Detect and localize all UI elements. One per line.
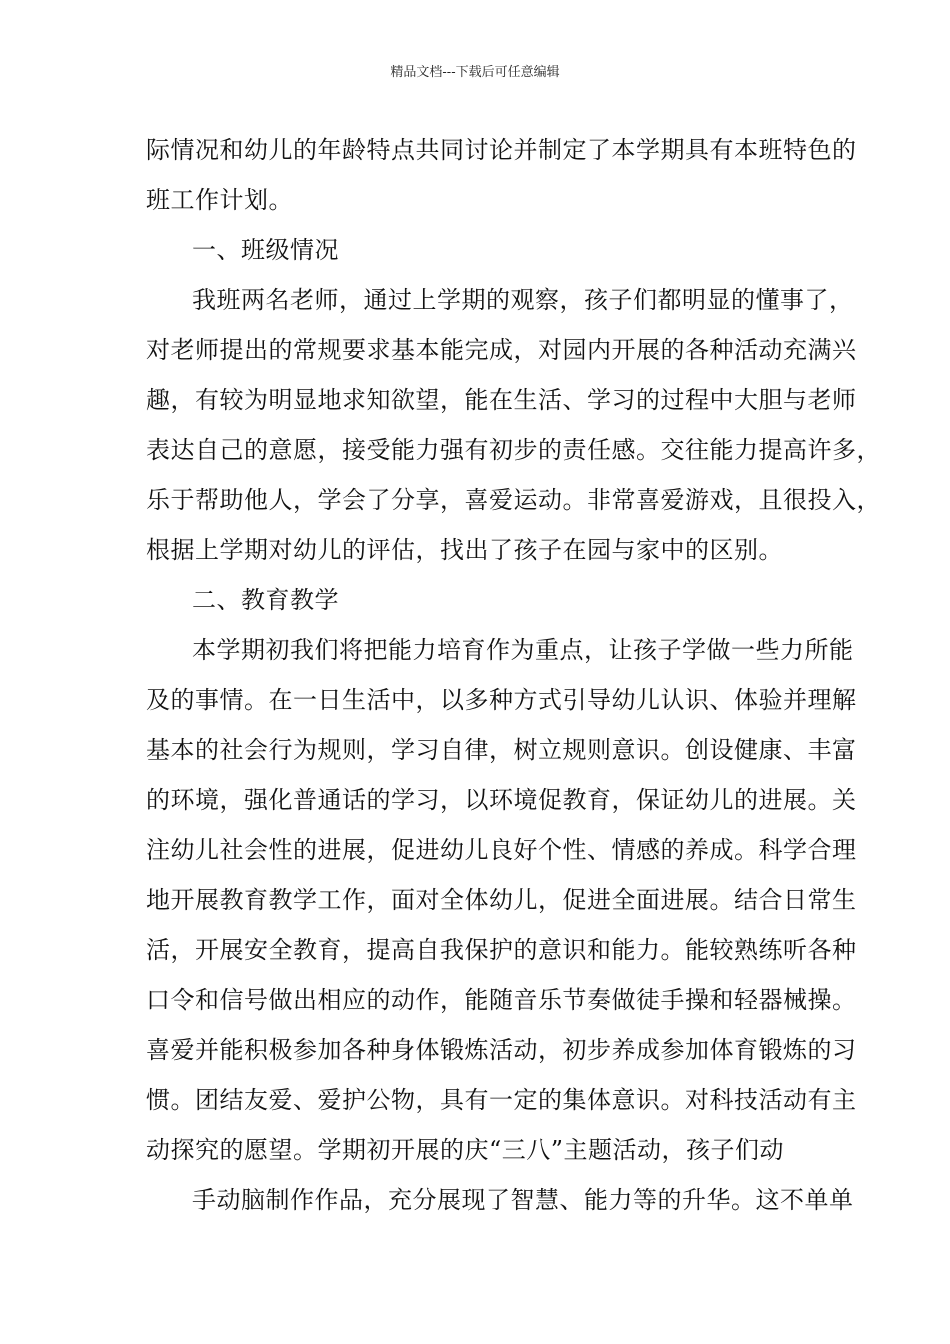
text-line: 地开展教育教学工作，面对全体幼儿，促进全面进展。结合日常生: [146, 886, 857, 914]
text-line: 惯。团结友爱、爱护公物，具有一定的集体意识。对科技活动有主: [146, 1086, 857, 1114]
text-line: 喜爱并能积极参加各种身体锻炼活动，初步养成参加体育锻炼的习: [146, 1036, 857, 1064]
text-line: 注幼儿社会性的进展，促进幼儿良好个性、情感的养成。科学合理: [146, 836, 857, 864]
text-line: 口令和信号做出相应的动作，能随音乐节奏做徒手操和轻器械操。: [146, 986, 857, 1014]
text-line: 动探究的愿望。学期初开展的庆“三八”主题活动，孩子们动: [146, 1136, 785, 1164]
page-header: 精品文档---下载后可任意编辑: [390, 65, 560, 80]
text-line: 本学期初我们将把能力培育作为重点，让孩子学做一些力所能: [192, 636, 854, 664]
text-line: 趣，有较为明显地求知欲望，能在生活、学习的过程中大胆与老师: [146, 386, 857, 414]
section-heading: 二、教育教学: [192, 586, 339, 614]
text-line: 及的事情。在一日生活中，以多种方式引导幼儿认识、体验并理解: [146, 686, 857, 714]
text-line: 班工作计划。: [146, 186, 293, 214]
section-heading: 一、班级情况: [192, 236, 339, 264]
text-line: 乐于帮助他人，学会了分享，喜爱运动。非常喜爱游戏，且很投入，: [146, 486, 881, 514]
text-line: 我班两名老师，通过上学期的观察，孩子们都明显的懂事了，: [192, 286, 854, 314]
text-line: 手动脑制作作品，充分展现了智慧、能力等的升华。这不单单: [192, 1186, 854, 1214]
text-line: 际情况和幼儿的年龄特点共同讨论并制定了本学期具有本班特色的: [146, 136, 857, 164]
text-line: 表达自己的意愿，接受能力强有初步的责任感。交往能力提高许多，: [146, 436, 881, 464]
text-line: 活，开展安全教育，提高自我保护的意识和能力。能较熟练听各种: [146, 936, 857, 964]
text-line: 的环境，强化普通话的学习，以环境促教育，保证幼儿的进展。关: [146, 786, 857, 814]
text-line: 对老师提出的常规要求基本能完成，对园内开展的各种活动充满兴: [146, 336, 857, 364]
text-line: 根据上学期对幼儿的评估，找出了孩子在园与家中的区别。: [146, 536, 783, 564]
text-line: 基本的社会行为规则，学习自律，树立规则意识。创设健康、丰富: [146, 736, 857, 764]
